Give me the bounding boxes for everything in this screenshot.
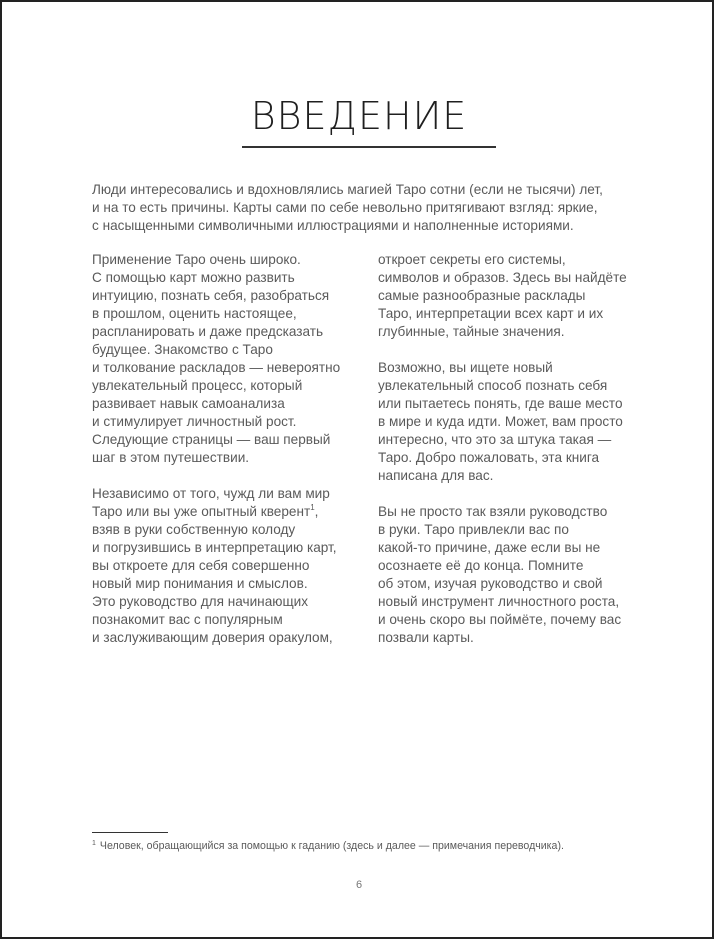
text-line: Таро, интерпретации всех карт и их bbox=[378, 306, 604, 321]
text-line: в прошлом, оценить настоящее, bbox=[92, 306, 297, 321]
text-line: и погрузившись в интерпретацию карт, bbox=[92, 540, 337, 555]
right-column bbox=[378, 251, 627, 647]
text-line: и заслуживающим доверия оракулом, bbox=[92, 630, 333, 645]
text-line: какой-то причине, даже если вы не bbox=[378, 540, 601, 555]
text-line: Люди интересовались и вдохновлялись магией Таро сотни (если не тысячи) лет, bbox=[92, 182, 603, 197]
text-line: и очень скоро вы поймёте, почему вас bbox=[378, 612, 622, 627]
text-line: шаг в этом путешествии. bbox=[92, 450, 250, 465]
text-line: об этом, изучая руководство и свой bbox=[378, 576, 603, 591]
text-line: Применение Таро очень широко. bbox=[92, 252, 301, 267]
page-number: 6 bbox=[355, 879, 363, 891]
text-line: глубинные, тайные значения. bbox=[378, 324, 565, 339]
text-line: интуицию, познать себя, разобраться bbox=[92, 288, 330, 303]
text-line: Вы не просто так взяли руководство bbox=[378, 504, 608, 519]
text-line: познакомит вас с популярным bbox=[92, 612, 283, 627]
text-line: Независимо от того, чужд ли вам мир bbox=[92, 486, 330, 501]
text-line: Таро. Добро пожаловать, эта книга bbox=[378, 450, 600, 465]
text-line: распланировать и даже предсказать bbox=[92, 324, 324, 339]
text-line: Следующие страницы — ваш первый bbox=[92, 432, 331, 447]
text-line: новый инструмент личностного роста, bbox=[378, 594, 620, 609]
page-title: ВВЕДЕНИЕ bbox=[250, 94, 468, 138]
text-fragment: Таро или вы уже опытный кверент bbox=[92, 504, 311, 519]
text-line: и на то есть причины. Карты сами по себе невольно притягивают взгляд: яркие, bbox=[92, 200, 598, 215]
text-line: осознаете её до конца. Помните bbox=[378, 558, 584, 573]
intro-paragraph bbox=[92, 181, 603, 235]
footnote-marker: 1 bbox=[92, 840, 96, 847]
text-line: в руки. Таро привлекли вас по bbox=[378, 522, 569, 537]
text-line: увлекательный способ познать себя bbox=[378, 378, 608, 393]
text-line: Это руководство для начинающих bbox=[92, 594, 309, 609]
text-line: Возможно, вы ищете новый bbox=[378, 360, 553, 375]
text-line: и стимулирует личностный рост. bbox=[92, 414, 297, 429]
text-line: самые разнообразные расклады bbox=[378, 288, 586, 303]
text-line: развивает навык самоанализа bbox=[92, 396, 285, 411]
text-line: увлекательный процесс, который bbox=[92, 378, 303, 393]
text-line: взяв в руки собственную колоду bbox=[92, 522, 296, 537]
text-line: написана для вас. bbox=[378, 468, 494, 483]
title-underline bbox=[242, 146, 496, 148]
text-line: откроет секреты его системы, bbox=[378, 252, 566, 267]
text-fragment: , bbox=[314, 504, 319, 519]
text-line: новый мир понимания и смыслов. bbox=[92, 576, 308, 591]
text-line: будущее. Знакомство с Таро bbox=[92, 342, 273, 357]
footnote-text: Человек, обращающийся за помощью к гаданию (здесь и далее — примечания переводчика). bbox=[99, 840, 564, 852]
footnote bbox=[92, 840, 564, 852]
text-line bbox=[92, 503, 340, 521]
text-line: символов и образов. Здесь вы найдёте bbox=[378, 270, 627, 285]
text-line: с насыщенными символичными иллюстрациями и наполненные историями. bbox=[92, 218, 574, 233]
text-line: позвали карты. bbox=[378, 630, 474, 645]
text-line: в мире и куда идти. Может, вам просто bbox=[378, 414, 623, 429]
left-column bbox=[92, 251, 340, 647]
text-line: интересно, что это за штука такая — bbox=[378, 432, 612, 447]
footnote-reference[interactable]: 1 bbox=[310, 503, 315, 512]
text-line: вы откроете для себя совершенно bbox=[92, 558, 310, 573]
text-line: или пытаетесь понять, где ваше место bbox=[378, 396, 623, 411]
text-line: С помощью карт можно развить bbox=[92, 270, 295, 285]
text-line: и толкование раскладов — невероятно bbox=[92, 360, 341, 375]
footnote-divider bbox=[92, 832, 168, 833]
